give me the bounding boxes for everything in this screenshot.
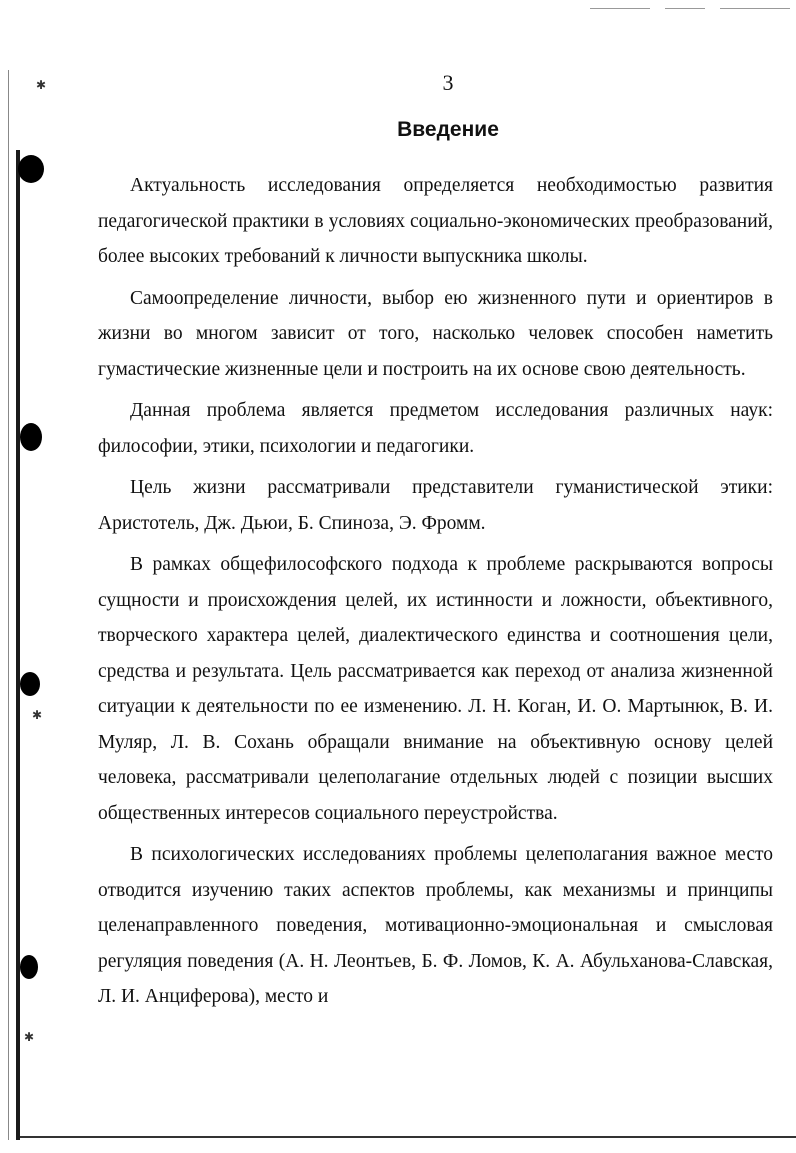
paragraph-relevance: Актуальность исследования определяется необходимостью развития педагогической практики в условиях социально-экономических преобразований, более высоких требований к личности выпускника школы.: [98, 175, 773, 267]
scan-bottom-edge: [20, 1136, 796, 1138]
paragraph-philosophical-approach: В рамках общефилософского подхода к проблеме раскрываются вопросы сущности и происхождения целей, их истинности и ложности, объективного, творческого характера целей, диалектического единства и соотношения цели, средства и результата. Цель рассматривается как переход от анализа жизненной ситуации к деятельности по ее изменению. Л. Н. Коган, И. О. Мартынюк, В. И. Муляр, Л. В. Сохань обращали внимание на объективную основу целей человека, рассматривали целеполагание отдельных людей с позиции высших общественных интересов социального переустройства.: [98, 554, 773, 824]
scan-top-dash-1: [590, 8, 650, 9]
page-title: Введение: [397, 118, 499, 141]
scan-mark-1: ✱: [36, 78, 47, 92]
punch-hole-3: [20, 672, 40, 696]
paragraph-problem-sciences: Данная проблема является предметом исследования различных наук: философии, этики, психологии и педагогики.: [98, 400, 773, 457]
punch-hole-2: [20, 423, 42, 451]
scan-top-dash-3: [720, 8, 790, 9]
paragraph-psychological-research: В психологических исследованиях проблемы целеполагания важное место отводится изучению таких аспектов проблемы, как механизмы и принципы целенаправленного поведения, мотивационно-эмоциональная и смысловая регуляция поведения (А. Н. Леонтьев, Б. Ф. Ломов, К. А. Абульханова-Славская, Л. И. Анциферова), место и: [98, 844, 773, 1007]
paragraph-self-determination: Самоопределение личности, выбор ею жизненного пути и ориентиров в жизни во многом зависит от того, насколько человек способен наметить гумастические жизненные цели и построить на их основе свою деятельность.: [98, 287, 773, 380]
punch-hole-4: [20, 955, 38, 979]
scan-edge-line: [8, 70, 9, 1140]
scan-mark-3: ✱: [24, 1030, 35, 1044]
scan-mark-2: ✱: [32, 708, 43, 722]
binding-shadow: [16, 150, 20, 1140]
document-body: [98, 168, 773, 1015]
page-number: 3: [442, 70, 454, 95]
paragraph-humanistic-ethics: Цель жизни рассматривали представители гуманистической этики: Аристотель, Дж. Дьюи, Б. Спиноза, Э. Фромм.: [98, 477, 773, 534]
punch-hole-1: [18, 155, 44, 183]
scan-top-dash-2: [665, 8, 705, 9]
